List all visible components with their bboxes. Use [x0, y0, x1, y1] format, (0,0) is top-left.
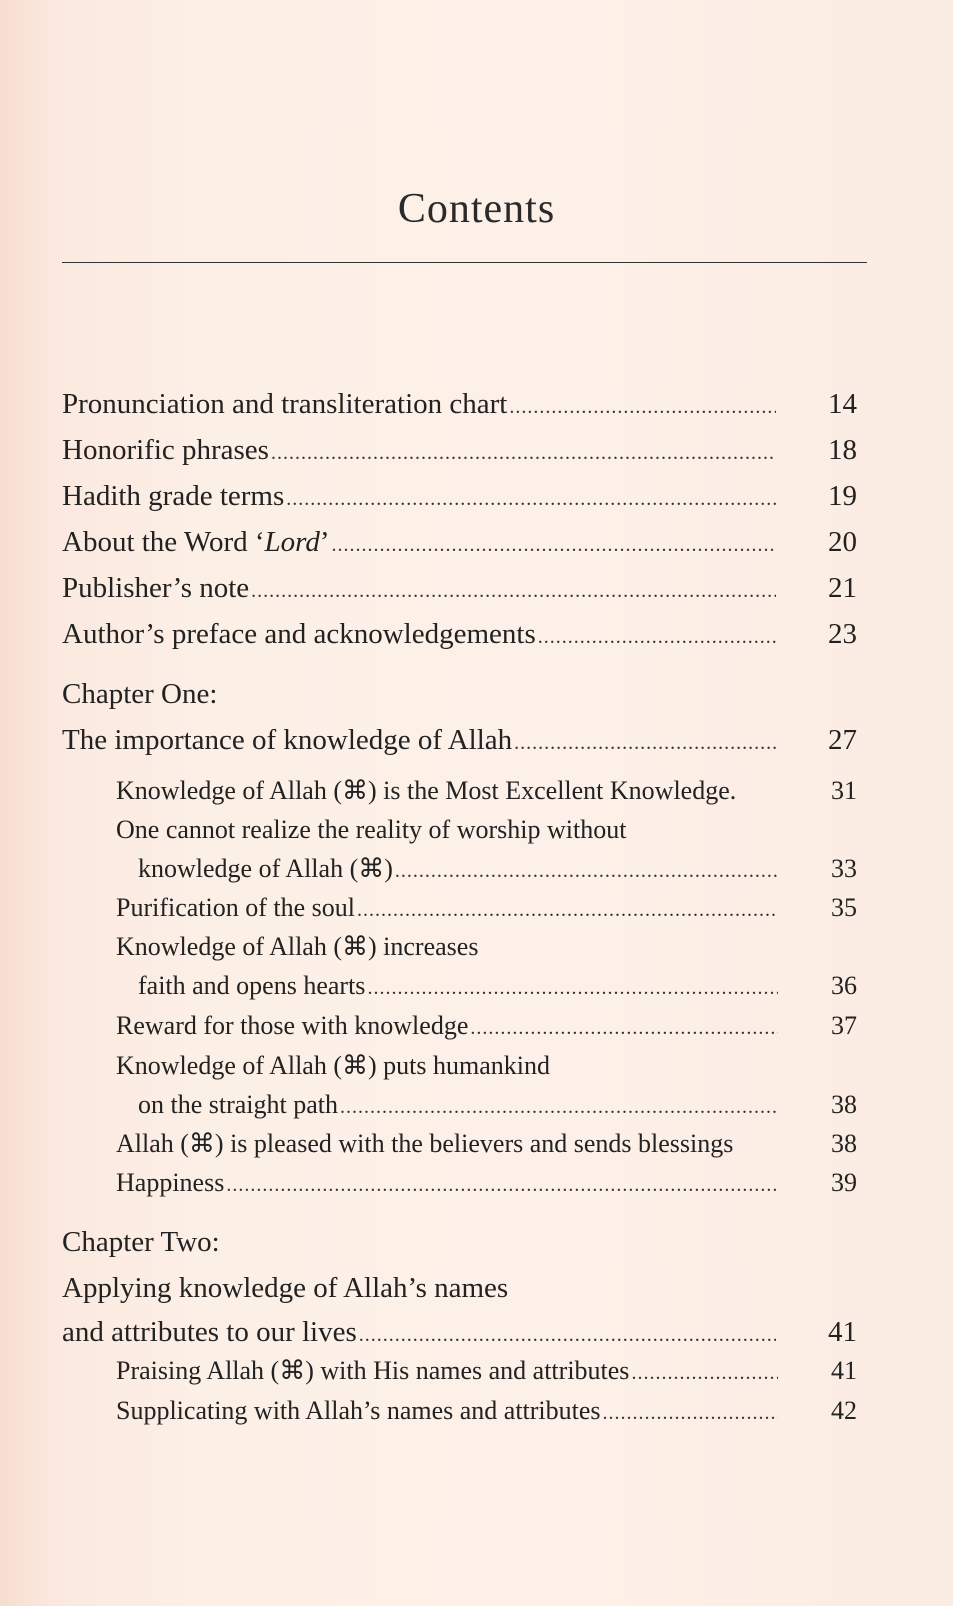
page-number: 19	[828, 480, 857, 512]
dot-leader	[603, 1402, 778, 1425]
chapter-one-label: Chapter One:	[62, 678, 218, 710]
toc-subentry-purification[interactable]	[116, 893, 784, 923]
dot-leader	[271, 442, 776, 465]
page-number: 18	[828, 434, 857, 466]
dot-leader	[340, 1096, 778, 1119]
chapter-two-label: Chapter Two:	[62, 1226, 220, 1258]
chapter-two-title-cont[interactable]	[62, 1316, 782, 1349]
dot-leader	[332, 534, 776, 557]
page-number: 31	[831, 776, 857, 805]
dot-leader	[367, 977, 778, 1000]
entry-title: on the straight path	[138, 1090, 339, 1119]
page-number: 23	[828, 618, 857, 650]
toc-subentry-happiness[interactable]	[116, 1168, 784, 1198]
toc-entry-pronunciation[interactable]	[62, 388, 782, 421]
page-number: 39	[831, 1168, 857, 1197]
page-number: 41	[831, 1356, 857, 1385]
toc-subentry-most-excellent[interactable]: Knowledge of Allah (⌘) is the Most Excellent Knowledge.	[116, 776, 737, 805]
page-number: 41	[828, 1316, 857, 1348]
dot-leader	[395, 860, 778, 883]
entry-title: Supplicating with Allah’s names and attributes	[116, 1396, 601, 1425]
entry-title: faith and opens hearts	[138, 971, 366, 1000]
page-number: 37	[831, 1011, 857, 1040]
page-number: 33	[831, 854, 857, 883]
page-number: 36	[831, 971, 857, 1000]
page-number: 38	[831, 1129, 857, 1158]
page-number: 20	[828, 526, 857, 558]
entry-title: knowledge of Allah (⌘)	[138, 854, 393, 883]
entry-title: Praising Allah (⌘) with His names and attributes	[116, 1356, 630, 1385]
toc-entry-about-word-lord[interactable]	[62, 526, 782, 559]
dot-leader	[470, 1017, 778, 1040]
toc-subentry-reality-of-worship-cont[interactable]	[138, 854, 784, 884]
toc-subentry-pleased-blessings[interactable]: Allah (⌘) is pleased with the believers and sends blessings	[116, 1129, 734, 1158]
toc-subentry-increases-faith[interactable]: Knowledge of Allah (⌘) increases	[116, 932, 479, 961]
toc-subentry-praising-allah[interactable]	[116, 1356, 784, 1386]
page-number: 35	[831, 893, 857, 922]
page-number: 14	[828, 388, 857, 420]
page-number: 42	[831, 1396, 857, 1425]
entry-title: Hadith grade terms	[62, 480, 285, 512]
page-title: Contents	[397, 186, 556, 232]
toc-subentry-reality-of-worship[interactable]: One cannot realize the reality of worship without	[116, 815, 627, 844]
toc-subentry-straight-path[interactable]: Knowledge of Allah (⌘) puts humankind	[116, 1051, 550, 1080]
dot-leader	[631, 1362, 778, 1385]
entry-title: and attributes to our lives	[62, 1316, 357, 1348]
chapter-two-title[interactable]: Applying knowledge of Allah’s names	[62, 1272, 509, 1304]
toc-entry-hadith-grades[interactable]	[62, 480, 782, 513]
entry-title: Pronunciation and transliteration chart	[62, 388, 508, 420]
toc-subentry-straight-path-cont[interactable]	[138, 1090, 784, 1120]
entry-title: Purification of the soul	[116, 893, 356, 922]
dot-leader	[251, 580, 776, 603]
toc-entry-authors-preface[interactable]	[62, 618, 782, 651]
toc-entry-publishers-note[interactable]	[62, 572, 782, 605]
entry-title: Happiness	[116, 1168, 225, 1197]
toc-subentry-reward[interactable]	[116, 1011, 784, 1041]
entry-title: About the Word ‘Lord’	[62, 526, 330, 558]
entry-title: The importance of knowledge of Allah	[62, 724, 513, 756]
entry-title: Honorific phrases	[62, 434, 269, 466]
toc-entry-honorific[interactable]	[62, 434, 782, 467]
dot-leader	[226, 1174, 778, 1197]
page-number: 27	[828, 724, 857, 756]
entry-title: Publisher’s note	[62, 572, 250, 604]
chapter-one-title[interactable]	[62, 724, 782, 757]
dot-leader	[357, 899, 778, 922]
dot-leader	[509, 396, 776, 419]
dot-leader	[538, 626, 776, 649]
dot-leader	[359, 1324, 776, 1347]
title-divider	[62, 262, 867, 263]
page-number: 38	[831, 1090, 857, 1119]
dot-leader	[514, 732, 776, 755]
toc-subentry-increases-faith-cont[interactable]	[138, 971, 784, 1001]
dot-leader	[286, 488, 776, 511]
entry-title: Reward for those with knowledge	[116, 1011, 469, 1040]
entry-title: Author’s preface and acknowledgements	[62, 618, 536, 650]
page-number: 21	[828, 572, 857, 604]
toc-subentry-supplicating[interactable]	[116, 1396, 784, 1426]
